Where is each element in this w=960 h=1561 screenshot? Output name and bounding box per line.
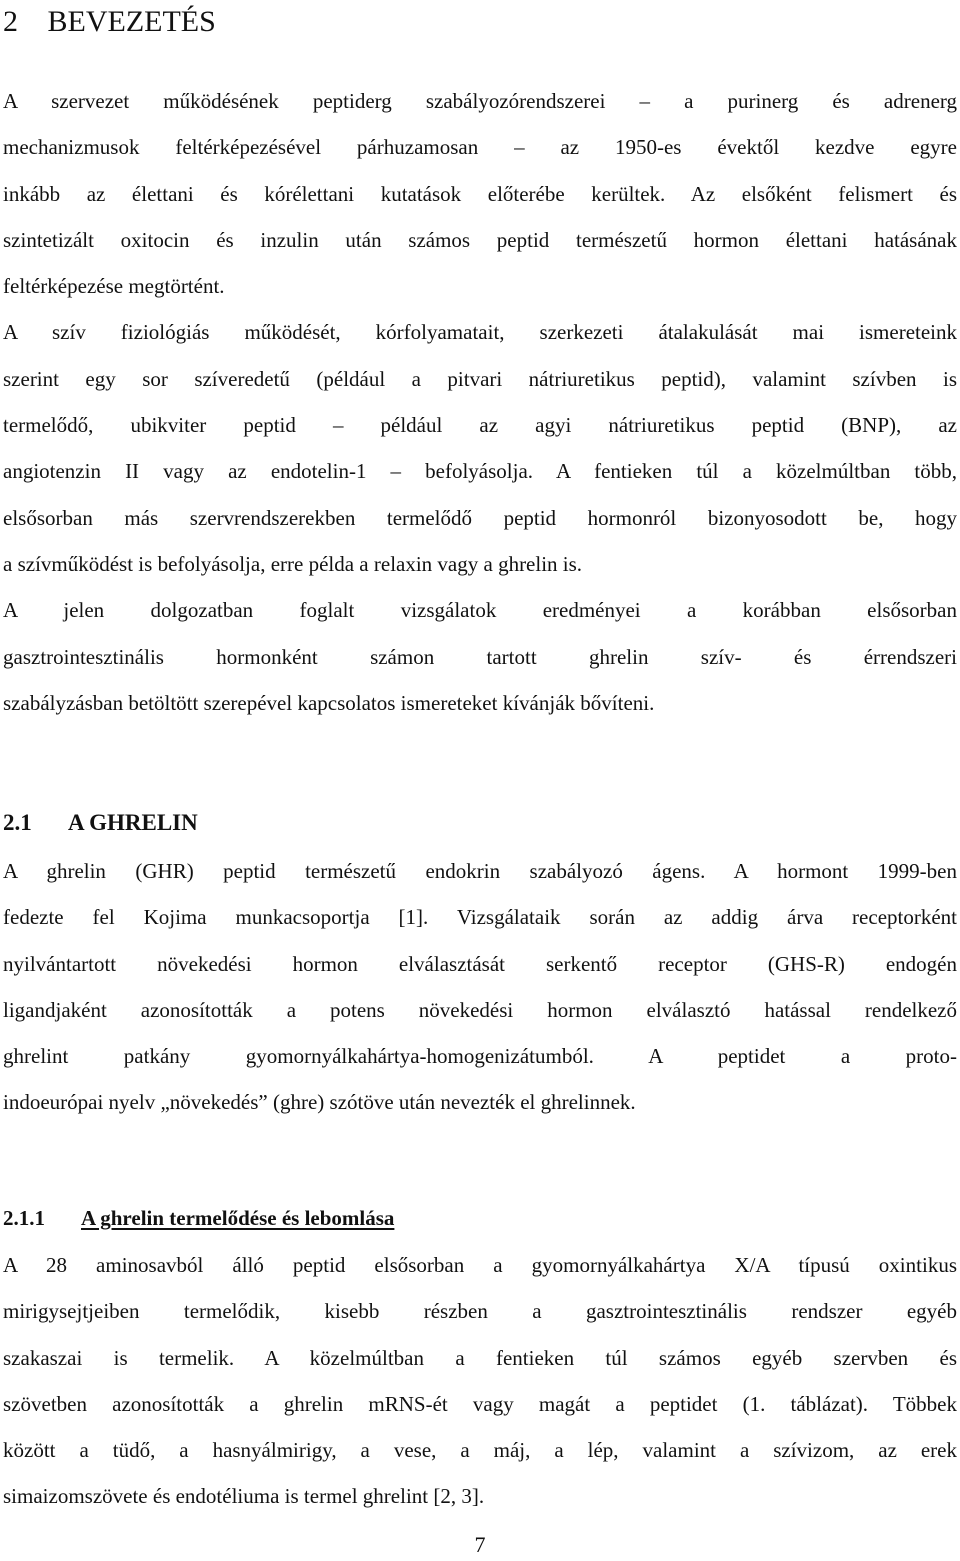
- page-number: 7: [474, 1532, 486, 1557]
- text-line: A szív fiziológiás működését, kórfolyamatait, szerkezeti átalakulását mai ismereteink: [3, 320, 957, 345]
- section-heading: [3, 803, 198, 843]
- text-line: ghrelint patkány gyomornyálkahártya-homogenizátumból. A peptidet a proto-: [3, 1044, 957, 1069]
- subsection-title: A ghrelin termelődése és lebomlása: [81, 1206, 395, 1230]
- text-line: A jelen dolgozatban foglalt vizsgálatok eredményei a korábban elsősorban: [3, 598, 957, 623]
- text-line: szerint egy sor szíveredetű (például a pitvari nátriuretikus peptid), valamint szívben is: [3, 366, 957, 391]
- intro-paragraphs: [3, 78, 957, 726]
- text-line: szintetizált oxitocin és inzulin után számos peptid természetű hormon élettani hatásának: [3, 227, 957, 252]
- text-line: szövetben azonosították a ghrelin mRNS-ét vagy magát a peptidet (1. táblázat). Többek: [3, 1391, 957, 1416]
- text-line: fedezte fel Kojima munkacsoportja [1]. Vizsgálataik során az addig árva receptorként: [3, 905, 957, 930]
- section-number: 2.1: [3, 810, 32, 835]
- text-line: szabályzásban betöltött szerepével kapcsolatos ismereteket kívánják bővíteni.: [3, 690, 655, 715]
- text-line: indoeurópai nyelv „növekedés” (ghre) szótöve után nevezték el ghrelinnek.: [3, 1090, 636, 1115]
- chapter-number: 2: [3, 5, 18, 38]
- text-line: inkább az élettani és kórélettani kutatások előterébe kerültek. Az elsőként felismert és: [3, 181, 957, 206]
- text-line: nyilvántartott növekedési hormon elválasztását serkentő receptor (GHS-R) endogén: [3, 951, 957, 976]
- text-line: gasztrointesztinális hormonként számon tartott ghrelin szív- és érrendszeri: [3, 644, 957, 669]
- section-title: A GHRELIN: [68, 810, 198, 835]
- text-line: mirigysejtjeiben termelődik, kisebb részben a gasztrointesztinális rendszer egyéb: [3, 1299, 957, 1324]
- text-line: szakaszai is termelik. A közelmúltban a fentieken túl számos egyéb szervben és: [3, 1345, 957, 1370]
- text-line: között a tüdő, a hasnyálmirigy, a vese, a máj, a lép, valamint a szívizom, az erek: [3, 1438, 957, 1463]
- text-line: angiotenzin II vagy az endotelin-1 – befolyásolja. A fentieken túl a közelmúltban több,: [3, 459, 957, 484]
- ghrelin-paragraph: [3, 848, 957, 1126]
- text-line: a szívműködést is befolyásolja, erre példa a relaxin vagy a ghrelin is.: [3, 551, 583, 576]
- text-line: mechanizmusok feltérképezésével párhuzamosan – az 1950-es évektől kezdve egyre: [3, 135, 957, 160]
- text-line: simaizomszövete és endotéliuma is termel ghrelint [2, 3].: [3, 1484, 485, 1509]
- chapter-heading: [3, 2, 216, 42]
- subsection-heading: [3, 1198, 394, 1238]
- text-line: feltérképezése megtörtént.: [3, 274, 225, 299]
- production-paragraph: [3, 1242, 957, 1520]
- subsection-number: 2.1.1: [3, 1206, 45, 1230]
- text-line: A szervezet működésének peptiderg szabályozórendszerei – a purinerg és adrenerg: [3, 89, 957, 113]
- text-line: termelődő, ubikviter peptid – például az agyi nátriuretikus peptid (BNP), az: [3, 413, 957, 438]
- text-line: elsősorban más szervrendszerekben termelődő peptid hormonról bizonyosodott be, hogy: [3, 505, 957, 530]
- text-line: A 28 aminosavból álló peptid elsősorban a gyomornyálkahártya X/A típusú oxintikus: [3, 1253, 957, 1277]
- chapter-title: BEVEZETÉS: [47, 5, 216, 38]
- text-line: ligandjaként azonosították a potens növekedési hormon elválasztó hatással rendelkező: [3, 997, 957, 1022]
- text-line: A ghrelin (GHR) peptid természetű endokrin szabályozó ágens. A hormont 1999-ben: [3, 859, 957, 883]
